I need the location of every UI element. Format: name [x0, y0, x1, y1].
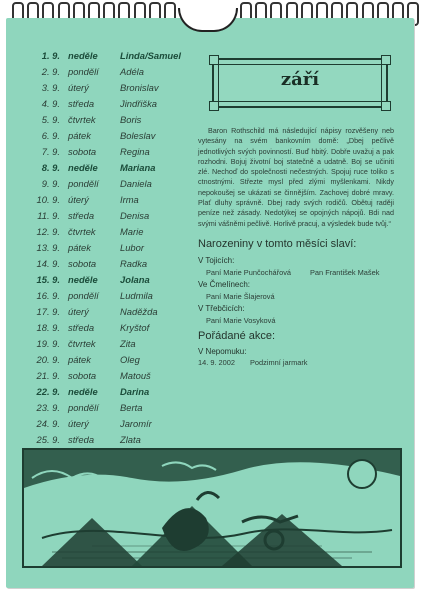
day-row	[22, 226, 192, 242]
day-names: Marie	[120, 226, 144, 237]
day-names: Jindřiška	[120, 98, 157, 109]
location-cmeliny: Ve Čmelínech:	[198, 280, 251, 289]
day-date: 24. 9.	[36, 418, 60, 429]
day-names: Regina	[120, 146, 150, 157]
day-row	[22, 322, 192, 338]
day-row	[22, 50, 192, 66]
day-weekday: pondělí	[68, 178, 99, 189]
quote-paragraph	[198, 126, 394, 229]
day-date: 20. 9.	[36, 354, 60, 365]
day-names: Matouš	[120, 370, 151, 381]
day-row	[22, 194, 192, 210]
day-weekday: pondělí	[68, 290, 99, 301]
day-date: 21. 9.	[36, 370, 60, 381]
day-weekday: neděle	[68, 50, 98, 61]
day-date: 19. 9.	[36, 338, 60, 349]
day-date: 18. 9.	[36, 322, 60, 333]
day-weekday: neděle	[68, 386, 98, 397]
day-date: 16. 9.	[36, 290, 60, 301]
day-weekday: úterý	[68, 418, 89, 429]
day-names: Zlata	[120, 434, 141, 445]
day-row	[22, 114, 192, 130]
day-date: 15. 9.	[36, 274, 60, 285]
day-row	[22, 162, 192, 178]
day-names: Lubor	[120, 242, 144, 253]
day-row	[22, 370, 192, 386]
frame-corner	[381, 101, 391, 111]
month-title: září	[280, 69, 320, 90]
day-names: Adéla	[120, 66, 144, 77]
frame-corner	[209, 101, 219, 111]
day-row	[22, 66, 192, 82]
day-row	[22, 242, 192, 258]
day-names: Jaromír	[120, 418, 152, 429]
day-row	[22, 178, 192, 194]
birthdays-title: Narozeniny v tomto měsíci slaví:	[198, 238, 357, 250]
location-tojice: V Tojicích:	[198, 256, 235, 265]
day-row	[22, 290, 192, 306]
day-names: Berta	[120, 402, 143, 413]
day-date: 3. 9.	[41, 82, 60, 93]
day-row	[22, 306, 192, 322]
day-date: 10. 9.	[36, 194, 60, 205]
day-weekday: čtvrtek	[68, 114, 96, 125]
day-names: Linda/Samuel	[120, 50, 181, 61]
day-names: Naděžda	[120, 306, 158, 317]
day-date: 23. 9.	[36, 402, 60, 413]
day-date: 7. 9.	[41, 146, 60, 157]
person-name: Paní Marie Vosyková	[206, 316, 276, 325]
day-date: 25. 9.	[36, 434, 60, 445]
day-names: Darina	[120, 386, 150, 397]
day-names: Zita	[120, 338, 136, 349]
person-name: Paní Marie Šlajerová	[206, 292, 275, 301]
day-row	[22, 274, 192, 290]
day-date: 6. 9.	[41, 130, 60, 141]
event-name: Podzimní jarmark	[250, 358, 308, 367]
day-date: 17. 9.	[36, 306, 60, 317]
day-names: Mariana	[120, 162, 156, 173]
day-row	[22, 354, 192, 370]
day-row	[22, 338, 192, 354]
day-date: 5. 9.	[41, 114, 60, 125]
day-row	[22, 98, 192, 114]
day-weekday: neděle	[68, 162, 98, 173]
day-weekday: sobota	[68, 258, 97, 269]
day-weekday: pátek	[68, 130, 91, 141]
quote-text: Baron Rothschild má následující nápisy rozvěšeny neb vytesány na svém bankovním domě: „Dbej pečlivě jednotlivých svých povinností. Buď hbitý. Dobře uvažuj a pak rozhodni. Bojuj životní boj statečně a udatně. Boj se učiniti zlé. Nechoď do společnosti nečestných. Spojuj ruce toliko s ctnostnými. Střezte mysl před zlými myšlenkami. Nikdy nepokoušej se ukázati se činnějším. Zachovej dobré mravy. Plať dluhy správně. Dbej rady svých rodičů. Obětuj raději peníze než zásady. Nedotýkej se opojných nápojů. Bdi nad svými vášněmi pečlivě. Horlivě pracuj, a výsledek bude tvůj.“	[198, 126, 394, 228]
day-weekday: pátek	[68, 354, 91, 365]
day-row	[22, 130, 192, 146]
day-names: Boleslav	[120, 130, 156, 141]
day-names: Radka	[120, 258, 148, 269]
day-row	[22, 386, 192, 402]
day-weekday: čtvrtek	[68, 226, 96, 237]
day-names: Denisa	[120, 210, 150, 221]
day-weekday: středa	[68, 434, 95, 445]
day-weekday: čtvrtek	[68, 338, 96, 349]
woodcut-illustration	[22, 448, 402, 568]
day-weekday: sobota	[68, 370, 97, 381]
day-weekday: pondělí	[68, 402, 99, 413]
day-row	[22, 418, 192, 434]
day-date: 4. 9.	[41, 98, 60, 109]
day-weekday: středa	[68, 210, 95, 221]
day-row	[22, 402, 192, 418]
day-date: 22. 9.	[36, 386, 60, 397]
day-weekday: sobota	[68, 146, 97, 157]
day-names: Bronislav	[120, 82, 159, 93]
events-title: Pořádané akce:	[198, 330, 276, 342]
day-date: 1. 9.	[41, 50, 60, 61]
frame-corner	[381, 55, 391, 65]
day-date: 2. 9.	[41, 66, 60, 77]
day-names: Jolana	[120, 274, 150, 285]
frame-corner	[209, 55, 219, 65]
day-row	[22, 146, 192, 162]
day-names: Daniela	[120, 178, 152, 189]
day-date: 9. 9.	[41, 178, 60, 189]
person-name: Pan František Mašek	[310, 268, 380, 277]
day-weekday: úterý	[68, 82, 89, 93]
day-date: 12. 9.	[36, 226, 60, 237]
day-names: Kryštof	[120, 322, 150, 333]
day-names: Irma	[120, 194, 139, 205]
day-weekday: středa	[68, 98, 95, 109]
month-title-box	[212, 58, 388, 108]
day-date: 8. 9.	[41, 162, 60, 173]
day-row	[22, 258, 192, 274]
location-trebcice: V Třebčicích:	[198, 304, 245, 313]
day-weekday: pondělí	[68, 66, 99, 77]
day-names: Oleg	[120, 354, 140, 365]
event-date: 14. 9. 2002	[198, 358, 235, 367]
day-date: 11. 9.	[37, 210, 60, 221]
day-date: 13. 9.	[36, 242, 60, 253]
person-name: Paní Marie Punčochářová	[206, 268, 292, 277]
day-names: Ludmila	[120, 290, 153, 301]
day-row	[22, 82, 192, 98]
day-weekday: úterý	[68, 194, 89, 205]
day-weekday: pátek	[68, 242, 91, 253]
day-weekday: úterý	[68, 306, 89, 317]
day-names: Boris	[120, 114, 142, 125]
day-weekday: středa	[68, 322, 95, 333]
day-weekday: neděle	[68, 274, 98, 285]
event-location: V Nepomuku:	[198, 347, 247, 356]
day-date: 14. 9.	[36, 258, 60, 269]
day-row	[22, 210, 192, 226]
